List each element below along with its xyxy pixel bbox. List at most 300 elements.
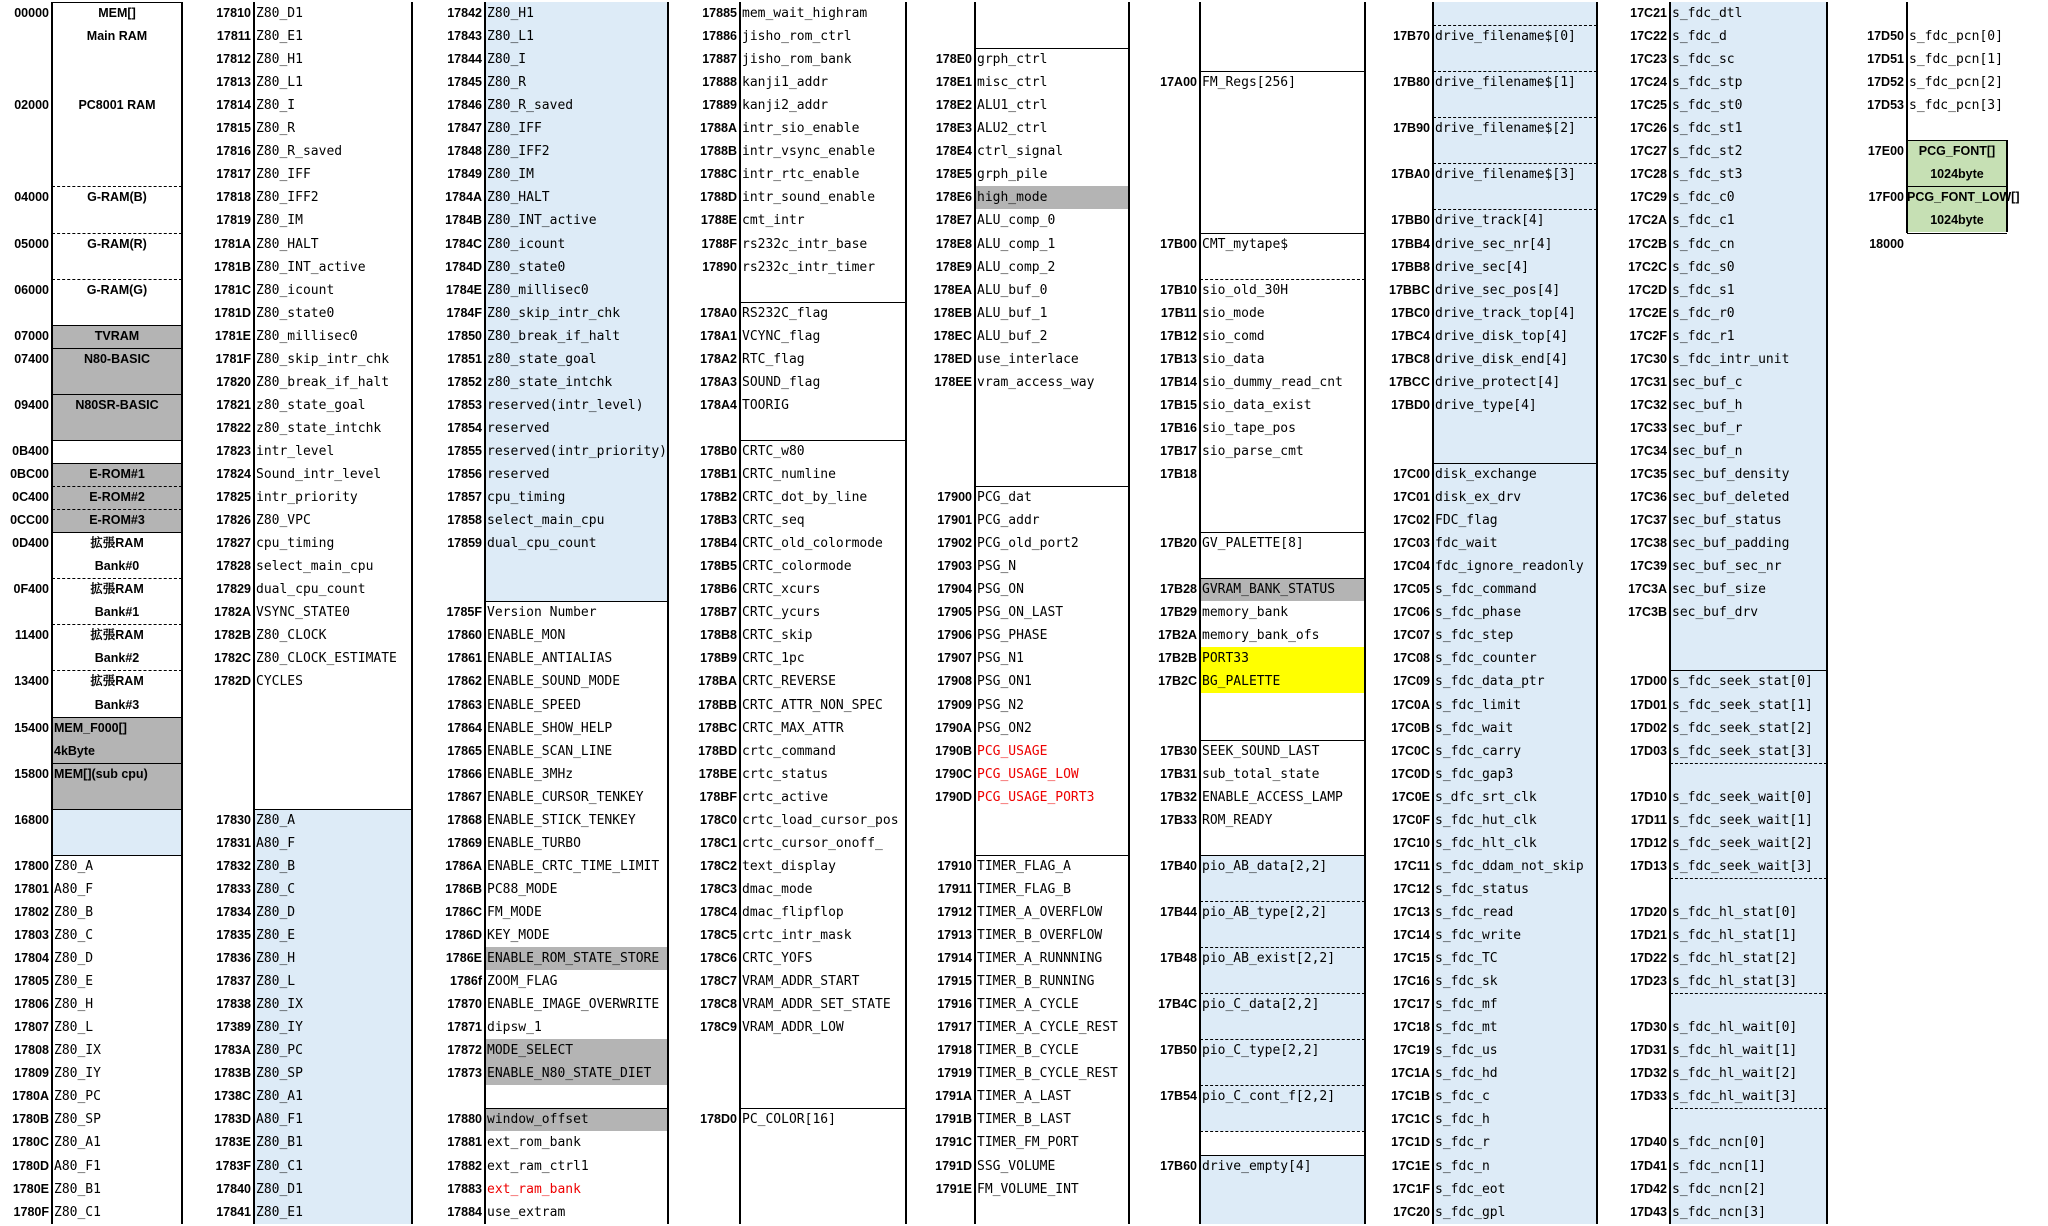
memory-map-row — [922, 302, 1129, 325]
memory-map-row — [0, 740, 182, 763]
address-label: 17900 — [937, 490, 972, 505]
address-label: 17D23 — [1630, 974, 1667, 989]
address-label: 17B50 — [1160, 1043, 1197, 1058]
address-label: 17881 — [447, 1135, 482, 1150]
address-label: 1791A — [935, 1089, 972, 1104]
address-label: 1784B — [445, 213, 482, 228]
field-name: s_fdc_c1 — [1672, 213, 1735, 229]
memory-map-row — [1148, 463, 1365, 486]
memory-map-row — [690, 440, 906, 463]
address-label: 1780D — [12, 1158, 49, 1173]
field-name: Z80_R_saved — [256, 144, 343, 160]
address-label: 17915 — [937, 974, 972, 989]
address-label: 17868 — [447, 812, 482, 827]
memory-map-row — [922, 371, 1129, 394]
field-name: s_fdc_pcn[2] — [1909, 75, 2003, 91]
field-name: s_fdc_pcn[1] — [1909, 52, 2003, 68]
address-label: 17C32 — [1630, 397, 1667, 412]
memory-map-row — [1382, 809, 1597, 832]
address-label: 17907 — [937, 651, 972, 666]
address-label: 0C400 — [12, 490, 49, 505]
memory-map-row — [1617, 694, 1827, 717]
memory-map-row — [922, 163, 1129, 186]
field-name: crtc_command — [742, 743, 836, 759]
field-name: s_fdc_s0 — [1672, 259, 1735, 275]
address-label: 0F400 — [13, 582, 49, 597]
address-label: 17826 — [216, 513, 251, 528]
address-label: 17C30 — [1630, 351, 1667, 366]
field-name: Z80_IM — [256, 213, 303, 229]
memory-map-row — [1382, 486, 1597, 509]
field-name: PCG_old_port2 — [977, 536, 1079, 552]
field-name: Z80_B1 — [54, 1181, 101, 1197]
address-label: 09400 — [14, 397, 49, 412]
memory-map-row — [205, 325, 412, 348]
address-label: 17846 — [447, 98, 482, 113]
memory-map-row — [205, 647, 412, 670]
memory-map-row — [205, 2, 412, 25]
memory-map-row — [205, 71, 412, 94]
field-name: E-ROM#1 — [89, 467, 145, 481]
field-name: crtc_intr_mask — [742, 928, 852, 943]
field-name: s_fdc_d — [1672, 29, 1727, 45]
address-label: 17862 — [447, 674, 482, 689]
field-name: s_fdc_r1 — [1672, 328, 1735, 344]
field-name: z80_state_goal — [256, 397, 366, 413]
field-name: TOORIG — [742, 397, 789, 413]
field-name: s_fdc_stp — [1672, 75, 1743, 91]
field-name: Z80_VPC — [256, 513, 311, 529]
address-label: 178BA — [698, 674, 737, 689]
address-label: 17838 — [216, 997, 251, 1012]
field-name: mem_wait_highram — [742, 6, 868, 21]
address-label: 17D20 — [1630, 904, 1667, 919]
memory-map-row — [1382, 670, 1597, 693]
address-label: 17C20 — [1393, 1204, 1430, 1219]
field-name: GVRAM_BANK_STATUS — [1202, 582, 1336, 598]
memory-map-row — [1148, 740, 1365, 763]
address-label: 17890 — [702, 259, 737, 274]
field-name: Z80_IFF2 — [487, 144, 550, 160]
field-name: sec_buf_c — [1672, 374, 1743, 390]
field-name: sub_total_state — [1202, 766, 1320, 782]
memory-map-row — [922, 117, 1129, 140]
address-label: 17C0C — [1391, 743, 1430, 758]
address-label: 17C07 — [1393, 628, 1430, 643]
memory-map-row — [205, 1108, 412, 1131]
address-label: 17B11 — [1160, 305, 1197, 320]
memory-map-row — [437, 1039, 668, 1062]
field-name: sec_buf_h — [1672, 397, 1743, 413]
field-name: Bank#0 — [94, 559, 140, 574]
field-name: 拡張RAM — [90, 674, 144, 689]
address-label: 17858 — [447, 513, 482, 528]
memory-map-row — [1382, 209, 1597, 232]
memory-map-row — [1617, 394, 1827, 417]
field-name: s_fdc_sk — [1435, 974, 1498, 990]
address-label: 17804 — [14, 951, 49, 966]
field-name: Z80_H — [256, 951, 296, 967]
address-label: 17D42 — [1630, 1181, 1667, 1196]
field-name: Sound_intr_level — [256, 467, 382, 482]
field-name: drive_track_top[4] — [1435, 305, 1576, 321]
memory-map-row — [690, 694, 906, 717]
memory-map-row — [205, 878, 412, 901]
address-label: 17B14 — [1160, 374, 1197, 389]
memory-map-row — [690, 25, 906, 48]
memory-map-row — [922, 1108, 1129, 1131]
address-label: 17C38 — [1630, 536, 1667, 551]
memory-map-row — [1148, 71, 1365, 94]
field-name: Bank#1 — [94, 605, 140, 620]
memory-map-row — [437, 486, 668, 509]
field-name: Z80_HALT — [256, 236, 319, 252]
address-label: 17BB8 — [1391, 259, 1430, 274]
address-label: 17C02 — [1393, 513, 1430, 528]
address-label: 05000 — [14, 236, 49, 251]
address-label: 0BC00 — [10, 467, 49, 481]
address-label: 1788A — [700, 121, 737, 136]
field-name: 1024byte — [1930, 213, 1984, 228]
address-label: 178C1 — [700, 835, 737, 850]
field-name: s_fdc_eot — [1435, 1181, 1506, 1197]
memory-map-row — [1148, 809, 1365, 832]
memory-map-row — [690, 924, 906, 947]
field-name: CRTC_seq — [742, 513, 805, 529]
address-label: 17851 — [447, 351, 482, 366]
memory-map-row — [205, 186, 412, 209]
address-label: 17834 — [216, 904, 251, 919]
memory-map-row — [922, 325, 1129, 348]
field-name: Z80_CLOCK — [256, 628, 327, 644]
address-label: 1790C — [935, 766, 972, 781]
field-name: s_fdc_hlt_clk — [1435, 835, 1537, 851]
field-name: Z80_INT_active — [256, 259, 366, 275]
field-name: TIMER_B_RUNNING — [977, 974, 1095, 990]
memory-map-row — [437, 25, 668, 48]
field-name: s_fdc_mt — [1435, 1020, 1498, 1036]
address-label: 17911 — [937, 881, 972, 896]
address-label: 178E4 — [935, 144, 972, 159]
memory-map-row — [1382, 1016, 1597, 1039]
field-name: Z80_IFF — [256, 167, 311, 183]
address-label: 178EE — [934, 374, 972, 389]
address-label: 17D10 — [1630, 789, 1667, 804]
address-label: 1783D — [214, 1112, 251, 1127]
field-name: s_fdc_seek_wait[2] — [1672, 835, 1813, 851]
address-label: 17C1F — [1392, 1181, 1430, 1196]
memory-map-row — [1617, 717, 1827, 740]
address-label: 17BC4 — [1391, 328, 1430, 343]
field-name: Z80_icount — [256, 282, 335, 298]
address-label: 1784C — [445, 236, 482, 251]
memory-map-row — [1617, 348, 1827, 371]
field-name: sio_tape_pos — [1202, 420, 1296, 436]
address-label: 17B44 — [1160, 904, 1197, 919]
memory-map-row — [205, 993, 412, 1016]
address-label: 1788E — [700, 213, 737, 228]
field-name: sio_mode — [1202, 305, 1265, 321]
field-name: crtc_active — [742, 789, 829, 805]
field-name: ext_ram_ctrl1 — [487, 1158, 589, 1174]
memory-map-row — [1617, 325, 1827, 348]
address-label: 17B48 — [1160, 951, 1197, 966]
address-label: 17C08 — [1393, 651, 1430, 666]
field-name: drive_track[4] — [1435, 213, 1545, 229]
memory-map-row — [0, 1131, 182, 1154]
address-label: 178B3 — [700, 513, 737, 528]
memory-map-row — [1617, 1155, 1827, 1178]
address-label: 17C03 — [1393, 536, 1430, 551]
address-label: 17C31 — [1630, 374, 1667, 389]
memory-map-row — [0, 233, 182, 256]
field-name: intr_level — [256, 443, 335, 459]
field-name: Z80_I — [256, 98, 296, 114]
address-label: 17B13 — [1160, 351, 1197, 366]
field-name: intr_vsync_enable — [742, 144, 876, 160]
address-label: 178BF — [699, 789, 737, 804]
memory-map-row — [1617, 163, 1827, 186]
address-label: 17864 — [447, 720, 482, 735]
address-label: 17C35 — [1630, 467, 1667, 481]
memory-map-row — [1148, 901, 1365, 924]
address-label: 178E8 — [935, 236, 972, 251]
memory-map-row — [1148, 993, 1365, 1016]
field-name: Z80_millisec0 — [256, 328, 358, 344]
address-label: 17840 — [216, 1181, 251, 1196]
memory-map-row — [1617, 1131, 1827, 1154]
address-label: 00000 — [14, 6, 49, 20]
field-name: TIMER_B_OVERFLOW — [977, 928, 1103, 943]
address-label: 1783A — [214, 1043, 251, 1058]
address-label: 17B17 — [1160, 443, 1197, 458]
address-label: 17BB4 — [1391, 236, 1430, 251]
memory-map-row — [437, 1016, 668, 1039]
field-name: CYCLES — [256, 674, 303, 690]
address-label: 1790B — [935, 743, 972, 758]
memory-map-row — [0, 394, 182, 417]
memory-map-row — [437, 302, 668, 325]
field-name: Z80_L — [54, 1020, 94, 1036]
address-label: 178E7 — [935, 213, 972, 228]
address-label: 17807 — [14, 1020, 49, 1035]
memory-map-row — [205, 440, 412, 463]
field-name: GV_PALETTE[8] — [1202, 536, 1304, 552]
address-label: 15400 — [14, 720, 49, 735]
memory-map-row — [437, 601, 668, 624]
field-name: s_fdc_h — [1435, 1112, 1490, 1128]
field-name: s_fdc_hl_wait[2] — [1672, 1066, 1798, 1082]
field-name: s_fdc_hl_stat[3] — [1672, 974, 1798, 990]
field-name: ENABLE_CRTC_TIME_LIMIT — [487, 858, 660, 874]
memory-map-row — [1617, 1201, 1827, 1224]
address-label: 178C3 — [700, 881, 737, 896]
field-name: drive_filename$[2] — [1435, 121, 1576, 137]
memory-map-row — [922, 279, 1129, 302]
field-name: drive_sec_pos[4] — [1435, 282, 1561, 298]
address-label: 17810 — [216, 6, 251, 20]
memory-map-row — [1617, 1062, 1827, 1085]
memory-map-row — [922, 624, 1129, 647]
address-label: 17C2F — [1629, 328, 1667, 343]
address-label: 17866 — [447, 766, 482, 781]
memory-map-row — [437, 233, 668, 256]
memory-map-row — [0, 348, 182, 371]
memory-map-row — [1382, 578, 1597, 601]
field-name: PC_COLOR[16] — [742, 1112, 836, 1128]
address-label: 1783B — [214, 1066, 251, 1081]
memory-map-row — [1617, 740, 1827, 763]
address-label: 1791D — [935, 1158, 972, 1173]
field-name: Z80_D — [256, 904, 296, 920]
address-label: 0CC00 — [10, 513, 49, 528]
field-name: A80_F — [54, 881, 94, 897]
address-label: 178B0 — [700, 443, 737, 458]
field-name: s_fdc_data_ptr — [1435, 674, 1545, 690]
field-name: s_fdc_hl_wait[1] — [1672, 1043, 1798, 1059]
field-name: misc_ctrl — [977, 75, 1048, 91]
address-label: 17C12 — [1393, 881, 1430, 896]
address-label: 17C0D — [1391, 766, 1430, 781]
address-label: 17C33 — [1630, 420, 1667, 435]
address-label: 17904 — [937, 582, 972, 597]
field-name: drive_disk_top[4] — [1435, 328, 1569, 344]
field-name: Z80_B — [54, 904, 94, 920]
address-label: 17827 — [216, 536, 251, 551]
address-label: 1781C — [214, 282, 251, 297]
memory-map-row — [205, 117, 412, 140]
memory-map-row — [205, 417, 412, 440]
field-name: TIMER_A_CYCLE_REST — [977, 1020, 1118, 1036]
memory-map-row — [922, 694, 1129, 717]
memory-map-row — [1617, 509, 1827, 532]
field-name: s_fdc_intr_unit — [1672, 351, 1790, 367]
memory-map-row — [922, 486, 1129, 509]
memory-map-row — [922, 1016, 1129, 1039]
memory-map-row — [0, 670, 182, 693]
memory-map-row — [0, 694, 182, 717]
memory-map-row — [690, 186, 906, 209]
address-label: 178A0 — [700, 305, 737, 320]
address-label: 17D12 — [1630, 835, 1667, 850]
address-label: 17C34 — [1630, 443, 1667, 458]
address-label: 17812 — [216, 52, 251, 67]
memory-map-row — [1852, 186, 2020, 209]
field-name: s_fdc_limit — [1435, 697, 1522, 713]
memory-map-row — [1617, 809, 1827, 832]
field-name: Z80_IX — [54, 1043, 101, 1059]
address-label: 17869 — [447, 835, 482, 850]
memory-map-row — [1382, 394, 1597, 417]
address-label: 1784D — [445, 259, 482, 274]
field-name: Z80_CLOCK_ESTIMATE — [256, 651, 397, 667]
field-name: kanji2_addr — [742, 98, 829, 114]
address-label: 1781E — [214, 328, 251, 343]
memory-map-row — [205, 463, 412, 486]
memory-map-row — [1617, 970, 1827, 993]
field-name: drive_filename$[3] — [1435, 167, 1576, 183]
field-name: 拡張RAM — [90, 536, 144, 551]
field-name: ALU_comp_0 — [977, 213, 1056, 229]
field-name: Z80_R — [256, 121, 296, 137]
field-name: ENABLE_TURBO — [487, 835, 581, 851]
field-name: sio_parse_cmt — [1202, 443, 1304, 459]
address-label: 17872 — [447, 1043, 482, 1058]
memory-map-row — [922, 878, 1129, 901]
field-name: s_fdc_TC — [1435, 951, 1498, 967]
address-label: 17816 — [216, 144, 251, 159]
field-name: reserved — [487, 420, 550, 436]
address-label: 17835 — [216, 928, 251, 942]
address-label: 17BC0 — [1391, 305, 1430, 320]
field-name: FM_VOLUME_INT — [977, 1181, 1079, 1197]
field-name: TIMER_A_OVERFLOW — [977, 904, 1103, 920]
address-label: 17805 — [14, 974, 49, 989]
field-name: CRTC_ATTR_NON_SPEC — [742, 697, 883, 713]
address-label: 17818 — [216, 190, 251, 205]
address-label: 178E0 — [935, 52, 972, 67]
address-label: 17BD0 — [1391, 397, 1430, 412]
memory-map-row — [0, 440, 182, 463]
memory-map-row — [1382, 624, 1597, 647]
field-name: window_offset — [487, 1112, 589, 1128]
memory-map-row — [437, 440, 668, 463]
address-label: 178C8 — [700, 997, 737, 1012]
memory-map-row — [922, 578, 1129, 601]
memory-map-row — [437, 325, 668, 348]
memory-map-row — [922, 348, 1129, 371]
address-label: 17806 — [14, 997, 49, 1012]
address-label: 17D11 — [1630, 812, 1667, 827]
memory-map-row — [0, 809, 182, 832]
field-name: Bank#3 — [94, 697, 140, 712]
field-name: Z80_L1 — [256, 75, 303, 91]
memory-map-row — [437, 763, 668, 786]
address-label: 17B00 — [1160, 236, 1197, 251]
field-name: Z80_D1 — [256, 1181, 303, 1197]
memory-map-row — [1382, 1039, 1597, 1062]
field-name: Z80_IY — [256, 1020, 303, 1036]
field-name: Z80_PC — [256, 1043, 303, 1059]
address-label: 17842 — [447, 6, 482, 20]
memory-map-row — [0, 532, 182, 555]
memory-map-row — [1617, 117, 1827, 140]
field-name: 1024byte — [1930, 167, 1984, 182]
memory-map-row — [1148, 1039, 1365, 1062]
memory-map-row — [437, 163, 668, 186]
memory-map-row — [1148, 947, 1365, 970]
address-label: 178EA — [933, 282, 972, 297]
address-label: 17902 — [937, 536, 972, 551]
field-name: 拡張RAM — [90, 582, 144, 597]
address-label: 1784F — [446, 305, 482, 320]
address-label: 1784E — [445, 282, 482, 297]
field-name: 拡張RAM — [90, 628, 144, 643]
address-label: 17848 — [447, 144, 482, 159]
memory-map-row — [1852, 233, 2007, 256]
memory-map-row — [1382, 71, 1597, 94]
field-name: Z80_D1 — [256, 6, 303, 21]
memory-map-row — [690, 740, 906, 763]
memory-map-row — [1148, 371, 1365, 394]
field-name: ALU_buf_2 — [977, 328, 1048, 344]
memory-map-row — [1617, 1016, 1827, 1039]
memory-map-row — [437, 993, 668, 1016]
memory-map-row — [0, 25, 182, 48]
memory-map-row — [1617, 186, 1827, 209]
field-name: s_fdc_status — [1435, 881, 1529, 897]
field-name: Bank#2 — [94, 651, 140, 666]
